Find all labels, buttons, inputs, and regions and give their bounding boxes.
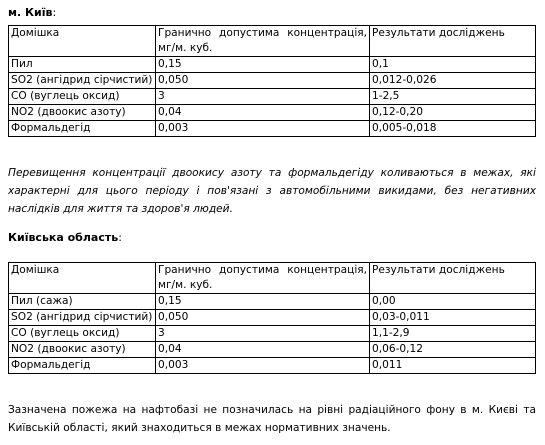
table-cell: 3	[156, 326, 370, 342]
table-cell: 0,03-0,011	[370, 310, 536, 326]
table-cell: 0,005-0,018	[370, 121, 536, 137]
note-kyiv-region: Зазначена пожежа на нафтобазі не позначилась на рівні радіаційного фону в м. Києві та Київській області, який знаходиться в межах нормативних значень.	[8, 404, 536, 434]
table-cell: Формальдегід	[9, 121, 156, 137]
table-cell: 0,050	[156, 310, 370, 326]
header-cell: Гранично допустима концентрація, мг/м. куб.	[156, 26, 370, 57]
table-cell: 0,00	[370, 294, 536, 310]
table-row	[9, 73, 536, 89]
table-cell: 0,011	[370, 358, 536, 374]
table-cell: 0,003	[156, 358, 370, 374]
table-cell: NO2 (двоокис азоту)	[9, 342, 156, 358]
table-cell: 0,050	[156, 73, 370, 89]
header-cell: Домішка	[9, 263, 156, 294]
table-row	[9, 310, 536, 326]
table-cell: СО (вуглець оксид)	[9, 326, 156, 342]
table-row	[9, 121, 536, 137]
table-row	[9, 294, 536, 310]
note-kyiv: Перевищення концентрації двоокису азоту та формальдегіду коливаються в межах, які характерні для цього періоду і пов'язані з автомобільними викидами, без негативних наслідків для життя та здоров'я людей.	[8, 167, 536, 215]
section-title-kyiv: м. Київ:	[8, 6, 57, 19]
table-header-row	[9, 26, 536, 57]
table-cell: 3	[156, 89, 370, 105]
header-cell: Результати досліджень	[370, 26, 536, 57]
table-row	[9, 342, 536, 358]
table-cell: Пил	[9, 57, 156, 73]
table-cell: 0,06-0,12	[370, 342, 536, 358]
table-kyiv-region	[8, 262, 536, 374]
table-cell: 0,15	[156, 294, 370, 310]
table-cell: SO2 (ангідрид сірчистий)	[9, 73, 156, 89]
table-cell: 1,1-2,9	[370, 326, 536, 342]
header-cell: Домішка	[9, 26, 156, 57]
table-row	[9, 89, 536, 105]
table-cell: 1-2,5	[370, 89, 536, 105]
table-cell: 0,003	[156, 121, 370, 137]
table-cell: 0,15	[156, 57, 370, 73]
table-cell: 0,04	[156, 342, 370, 358]
table-cell: 0,1	[370, 57, 536, 73]
table-row	[9, 105, 536, 121]
header-cell: Результати досліджень	[370, 263, 536, 294]
table-row	[9, 57, 536, 73]
table-cell: NO2 (двоокис азоту)	[9, 105, 156, 121]
table-cell: Формальдегід	[9, 358, 156, 374]
table-kyiv	[8, 25, 536, 137]
table-row	[9, 358, 536, 374]
table-cell: СО (вуглець оксид)	[9, 89, 156, 105]
table-cell: 0,04	[156, 105, 370, 121]
table-header-row	[9, 263, 536, 294]
section-title-kyiv-region: Київська область:	[8, 231, 122, 244]
table-cell: Пил (сажа)	[9, 294, 156, 310]
table-cell: 0,12-0,20	[370, 105, 536, 121]
table-cell: 0,012-0,026	[370, 73, 536, 89]
table-cell: SO2 (ангідрид сірчистий)	[9, 310, 156, 326]
header-cell: Гранично допустима концентрація, мг/м. куб.	[156, 263, 370, 294]
table-row	[9, 326, 536, 342]
